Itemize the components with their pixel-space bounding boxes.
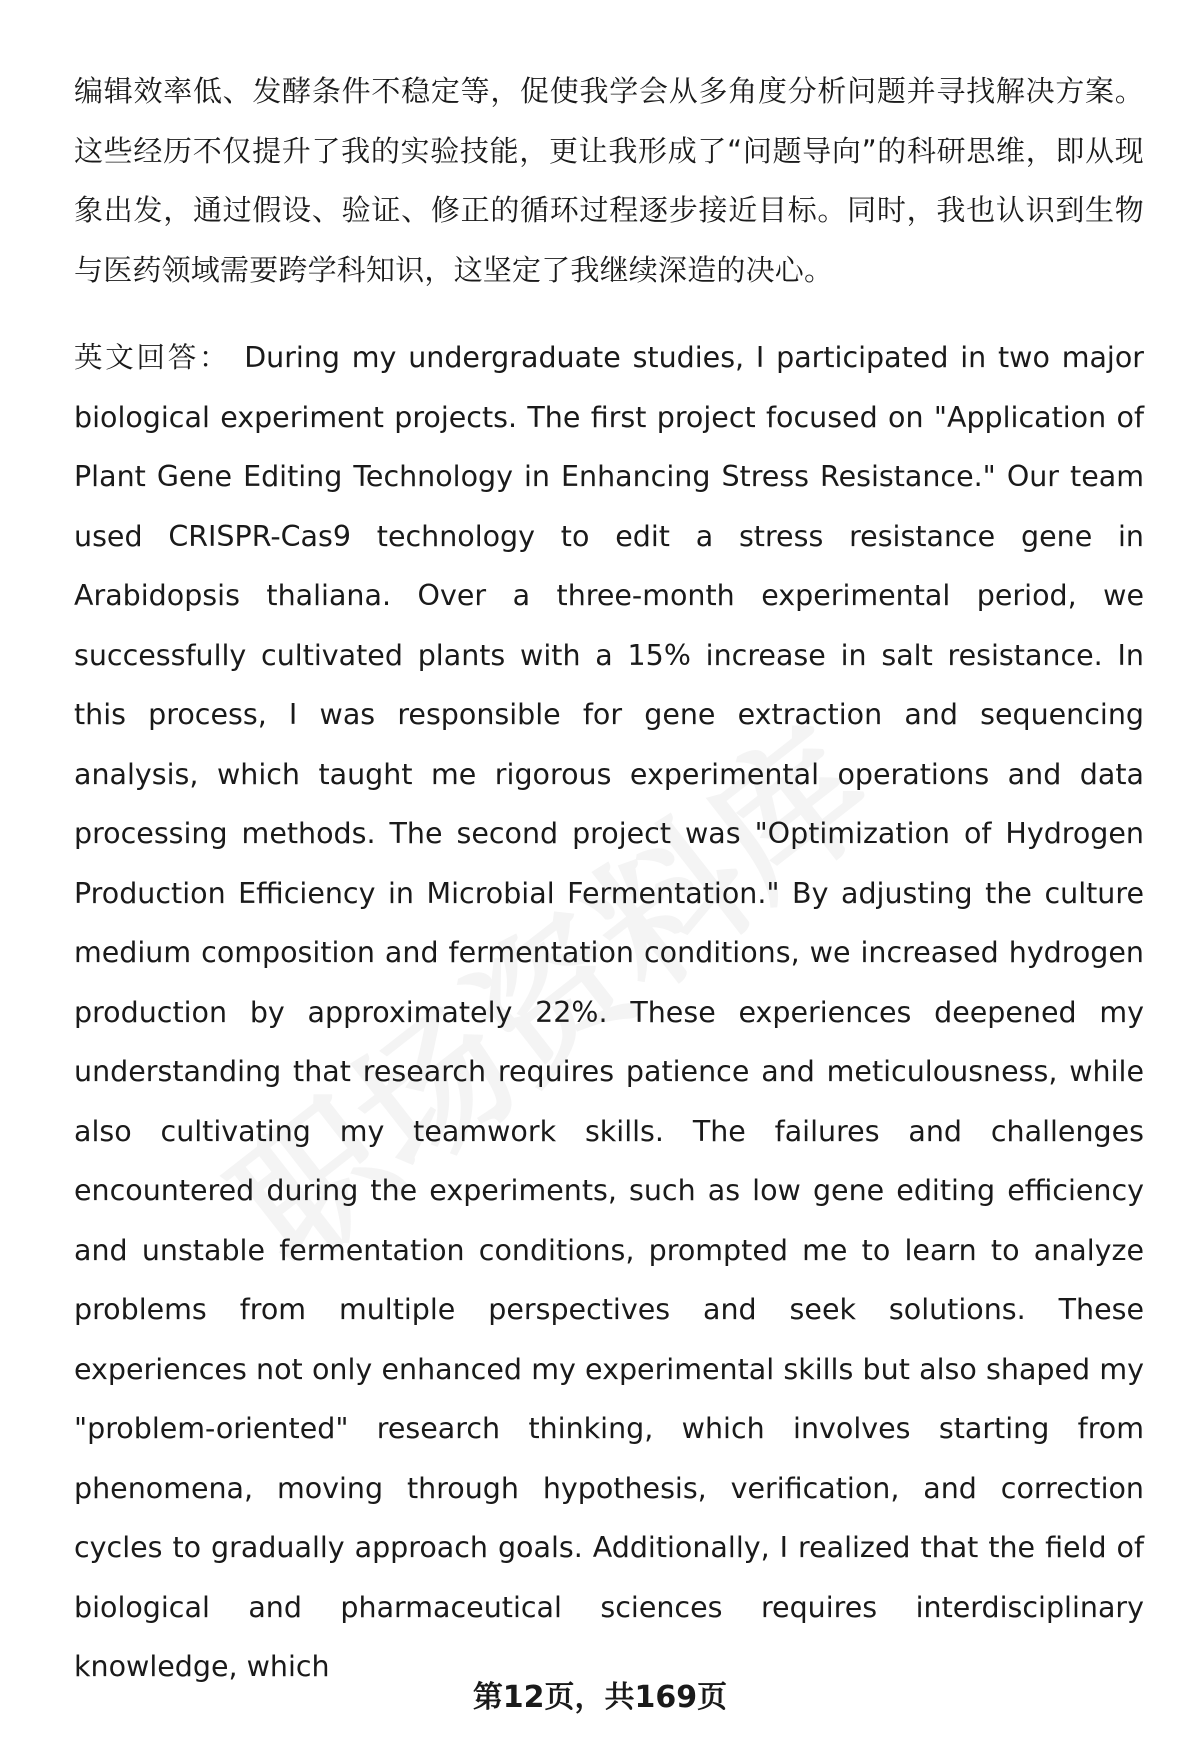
english-answer-paragraph <box>74 328 1144 1697</box>
chinese-paragraph: 编辑效率低、发酵条件不稳定等，促使我学会从多角度分析问题并寻找解决方案。这些经历不仅提升了我的实验技能，更让我形成了“问题导向”的科研思维，即从现象出发，通过假设、验证、修正的循环过程逐步接近目标。同时，我也认识到生物与医药领域需要跨学科知识，这坚定了我继续深造的决心。 <box>74 74 1144 287</box>
page-footer: 第12页，共169页 <box>472 1680 728 1715</box>
english-answer-text: During my undergraduate studies, I participated in two major biological experiment projects. The first project focused on "Application of Plant Gene Editing Technology in Enhancing Stress Resistance." Our team used CRISPR-Cas9 technology to edit a stress resistance gene in Arabidopsis thaliana. Over a three-month experimental period, we successfully cultivated plants with a 15% increase in salt resistance. In this process, I was responsible for gene extraction and sequencing analysis, which taught me rigorous experimental operations and data processing methods. The second project was "Optimization of Hydrogen Production Efficiency in Microbial Fermentation." By adjusting the culture medium composition and fermentation conditions, we increased hydrogen production by approximately 22%. These experiences deepened my understanding that research requires patience and meticulousness, while also cultivating my teamwork skills. The failures and challenges encountered during the experiments, such as low gene editing efficiency and unstable fermentation conditions, prompted me to learn to analyze problems from multiple perspectives and seek solutions. These experiences not only enhanced my experimental skills but also shaped my "problem-oriented" research thinking, which involves starting from phenomena, moving through hypothesis, verification, and correction cycles to gradually approach goals. Additionally, I realized that the field of biological and pharmaceutical sciences requires interdisciplinary knowledge, which <box>74 341 1144 1683</box>
answer-label: 英文回答： <box>74 341 231 374</box>
document-body <box>74 62 1144 1697</box>
